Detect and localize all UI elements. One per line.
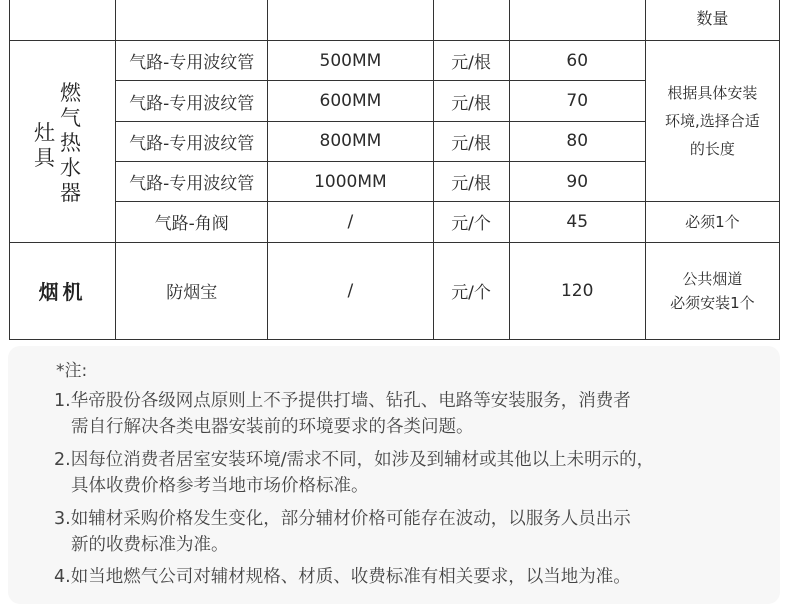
item-cell: 气路-专用波纹管: [116, 121, 268, 161]
header-cell: [268, 0, 433, 41]
note-line: 需自行解决各类电器安装前的环境要求的各类问题。: [71, 417, 474, 437]
note-item: [54, 506, 754, 558]
group-char: 灶: [34, 121, 55, 146]
table-row: [10, 202, 780, 242]
group-stove-heater: [10, 41, 116, 243]
price-table: [9, 0, 780, 340]
note-line: 1.华帝股份各级网点原则上不予提供打墙、钻孔、电路等安装服务，消费者: [54, 391, 631, 411]
group-char: 具: [34, 146, 55, 171]
unit-cell: 元/根: [433, 162, 509, 202]
group-stove-label: [34, 121, 55, 171]
hose-note-line: 的长度: [689, 140, 735, 159]
item-cell: 气路-专用波纹管: [116, 81, 268, 121]
notes-panel: [8, 346, 780, 604]
group-char: 燃: [60, 81, 81, 106]
unit-cell: 元/个: [433, 202, 509, 242]
group-char: 器: [60, 181, 81, 206]
note-line: 新的收费标准为准。: [71, 535, 229, 555]
spec-cell: /: [268, 242, 433, 339]
spec-cell: 600MM: [268, 81, 433, 121]
price-cell: 120: [509, 242, 645, 339]
note-line: 3.如辅材采购价格发生变化，部分辅材价格可能存在波动，以服务人员出示: [54, 509, 631, 529]
unit-cell: 元/根: [433, 121, 509, 161]
item-cell: 气路-角阀: [116, 202, 268, 242]
notes-title: *注:: [56, 361, 88, 381]
unit-cell: 元/个: [433, 242, 509, 339]
fan-note-line: 公共烟道: [682, 269, 743, 288]
table-row: [10, 41, 780, 81]
header-cell: [433, 0, 509, 41]
price-cell: 70: [509, 81, 645, 121]
unit-cell: 元/根: [433, 41, 509, 81]
item-cell: 气路-专用波纹管: [116, 162, 268, 202]
note-line: 2.因每位消费者居室安装环境/需求不同，如涉及到辅材或其他以上未明示的，: [54, 450, 655, 470]
group-char: 气: [60, 106, 81, 131]
hose-note-cell: [645, 41, 779, 202]
fan-note-cell: [645, 242, 779, 339]
price-cell: 60: [509, 41, 645, 81]
group-char: 热: [60, 131, 81, 156]
note-item: [54, 388, 754, 440]
price-cell: 90: [509, 162, 645, 202]
header-cell: [10, 0, 116, 41]
hose-note-line: 根据具体安装: [667, 84, 758, 103]
group-char: 水: [60, 156, 81, 181]
note-item: [54, 447, 754, 499]
item-cell: 防烟宝: [116, 242, 268, 339]
header-cell: [509, 0, 645, 41]
group-heater-label: [60, 81, 81, 206]
price-cell: 45: [509, 202, 645, 242]
spec-cell: 1000MM: [268, 162, 433, 202]
table-row-fan: [10, 242, 780, 339]
spec-cell: /: [268, 202, 433, 242]
note-line: 4.如当地燃气公司对辅材规格、材质、收费标准有相关要求，以当地为准。: [54, 567, 631, 587]
unit-cell: 元/根: [433, 81, 509, 121]
fan-note-line: 必须安装1个: [670, 293, 755, 312]
price-cell: 80: [509, 121, 645, 161]
qty-header: 数量: [645, 0, 779, 41]
note-item: [54, 564, 754, 590]
valve-note-cell: 必须1个: [645, 202, 779, 242]
note-line: 具体收费价格参考当地市场价格标准。: [71, 476, 369, 496]
item-cell: 气路-专用波纹管: [116, 41, 268, 81]
table-header-row: [10, 0, 780, 41]
group-fan-label: 烟机: [38, 280, 87, 305]
spec-cell: 500MM: [268, 41, 433, 81]
spec-cell: 800MM: [268, 121, 433, 161]
group-fan-cell: [10, 242, 116, 339]
header-cell: [116, 0, 268, 41]
hose-note-line: 环境,选择合适: [665, 112, 760, 131]
